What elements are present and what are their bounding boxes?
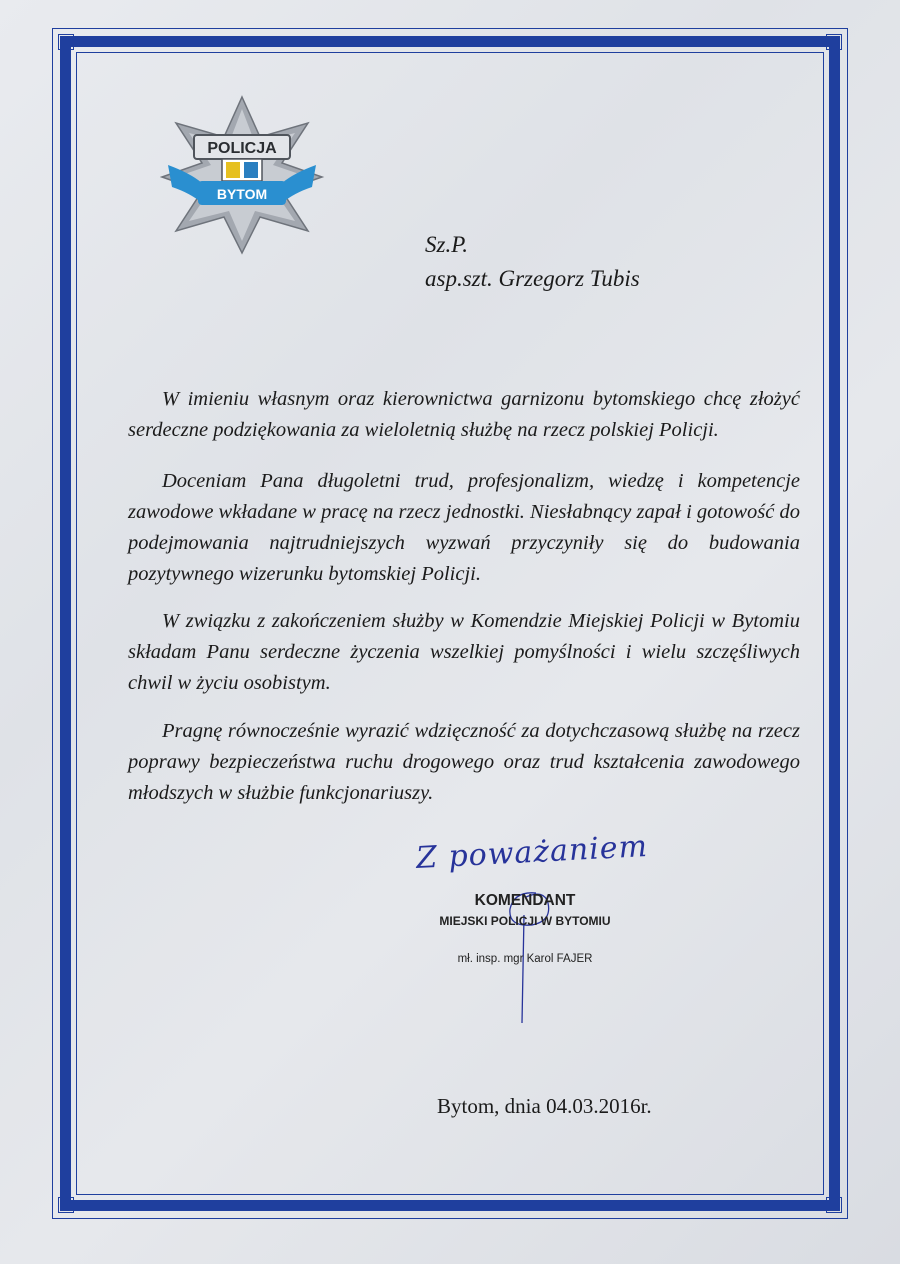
svg-text:BYTOM: BYTOM bbox=[216, 186, 268, 202]
paragraph-2: Doceniam Pana długoletni trud, profesjonalizm, wiedzę i kompetencje zawodowe wkładane w pracę na rzecz jednostki. Niesłabnący zapał i gotowość do podejmowania najtrudniejszych wyzwań przyczyniły się do budowania pozytywnego wizerunku bytomskiej Policji. bbox=[128, 470, 800, 585]
signature-name: mł. insp. mgr Karol FAJER bbox=[457, 953, 593, 965]
signature-title: KOMENDANT bbox=[474, 892, 576, 909]
frame-corner-bottom-right bbox=[826, 1197, 842, 1213]
signature-office: MIEJSKI POLICJI W BYTOMIU bbox=[439, 914, 611, 928]
paragraph-1: W imieniu własnym oraz kierownictwa garnizonu bytomskiego chcę złożyć serdeczne podziękowania za wieloletnią służbę na rzecz polskiej Policji. bbox=[128, 388, 800, 441]
svg-text:POLICJA: POLICJA bbox=[207, 140, 277, 157]
frame-corner-bottom-left bbox=[58, 1197, 74, 1213]
police-badge-logo bbox=[160, 95, 325, 255]
paragraph-3: W związku z zakończeniem służby w Komendzie Miejskiej Policji w Bytomiu składam Panu serdeczne życzenia wszelkiej pomyślności i wielu szczęśliwych chwil w życiu osobistym. bbox=[128, 610, 800, 694]
place-and-date: Bytom, dnia 04.03.2016r. bbox=[437, 1094, 652, 1118]
paragraph-4: Pragnę równocześnie wyrazić wdzięczność za dotychczasową służbę na rzecz poprawy bezpieczeństwa ruchu drogowego oraz trud kształcenia zawodowego młodszych w służbie funkcjonariuszy. bbox=[128, 720, 800, 804]
addressee-name: asp.szt. Grzegorz Tubis bbox=[425, 266, 640, 291]
frame-corner-top-left bbox=[58, 34, 74, 50]
addressee-block bbox=[425, 228, 640, 296]
handwritten-closing: Z poważaniem bbox=[415, 828, 649, 877]
signature-block bbox=[400, 828, 650, 1025]
salutation: Sz.P. bbox=[425, 232, 469, 257]
frame-corner-top-right bbox=[826, 34, 842, 50]
